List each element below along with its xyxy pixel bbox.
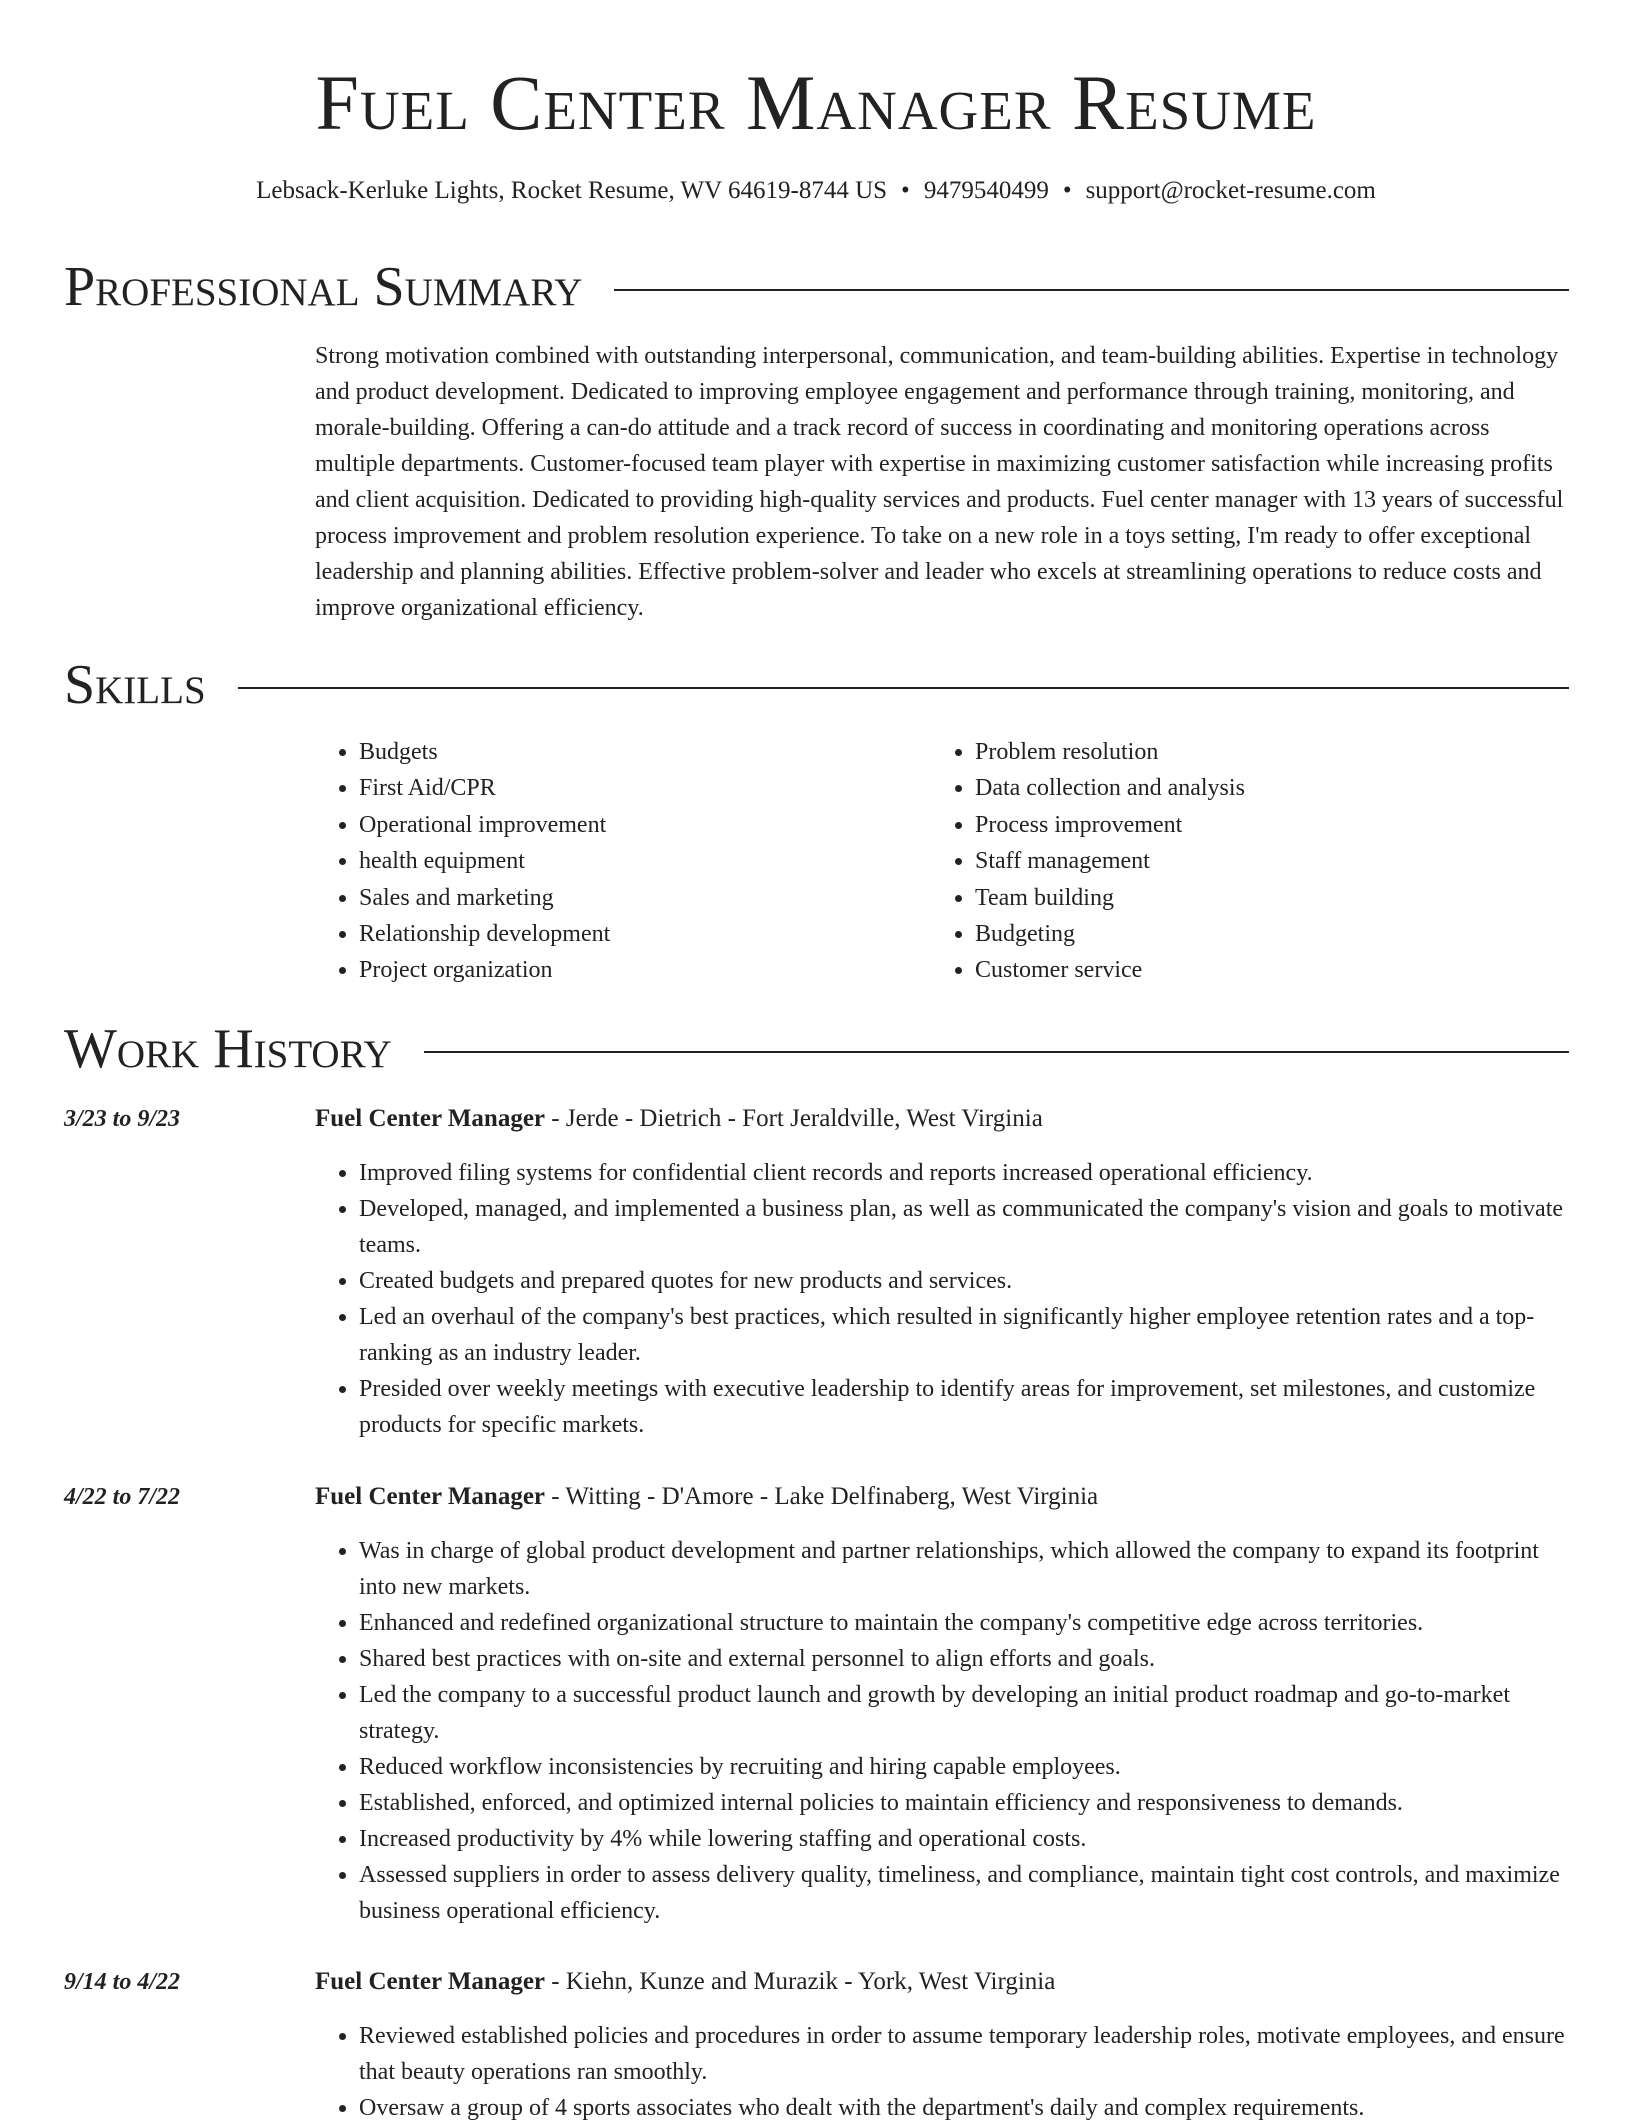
job-bullets [315,1533,1569,1929]
job-dates: 3/23 to 9/23 [64,1106,181,1132]
section-divider [614,289,1569,291]
contact-separator: • [1062,177,1072,204]
contact-email: support@rocket-resume.com [1085,177,1376,204]
contact-line [0,174,1632,208]
section-divider [424,1051,1569,1053]
job-title: Fuel Center Manager [315,1968,546,1995]
skill-item: • Operational improvement [359,807,919,843]
skill-item: • Problem resolution [975,734,1575,770]
summary-heading: Professional Summary [64,256,583,318]
job-title-line [315,1964,1569,2000]
skill-item: • Sales and marketing [359,880,919,916]
skills-section-header [64,654,1569,716]
section-divider [238,687,1569,689]
skills-list-left [315,734,919,989]
job-title-line [315,1101,1569,1137]
job-title: Fuel Center Manager [315,1483,546,1510]
skill-item: • Process improvement [975,807,1575,843]
skill-item: • Budgets [359,734,919,770]
summary-section-header [64,256,1569,318]
job-bullet: • Increased productivity by 4% while lowering staffing and operational costs. [359,1821,1569,1857]
skill-item: • health equipment [359,843,919,879]
skill-item: • Team building [975,880,1575,916]
job-title-line [315,1479,1569,1515]
job-bullet: • Enhanced and redefined organizational structure to maintain the company's competitive edge across territories. [359,1605,1569,1641]
job-bullet: • Was in charge of global product development and partner relationships, which allowed the company to expand its footprint into new markets. [359,1533,1569,1605]
job-bullet: • Presided over weekly meetings with executive leadership to identify areas for improvement, set milestones, and customize products for specific markets. [359,1371,1569,1443]
skill-item: • Relationship development [359,916,919,952]
job-bullet: • Improved filing systems for confidential client records and reports increased operational efficiency. [359,1155,1569,1191]
job-dates: 4/22 to 7/22 [64,1484,181,1510]
contact-address: Lebsack-Kerluke Lights, Rocket Resume, WV 64619-8744 US [256,177,888,204]
work-section-header [64,1018,1569,1080]
job-employer: - Jerde - Dietrich - Fort Jeraldville, West Virginia [545,1105,1043,1132]
job-bullets [315,1155,1569,1443]
skill-item: • Customer service [975,952,1575,988]
job-employer: - Kiehn, Kunze and Murazik - York, West Virginia [545,1968,1056,1995]
skills-list-right [931,734,1575,989]
skill-item: • Budgeting [975,916,1575,952]
job-bullet: • Shared best practices with on-site and external personnel to align efforts and goals. [359,1641,1569,1677]
skill-item: • First Aid/CPR [359,770,919,806]
job-bullets [315,2018,1569,2126]
contact-separator: • [901,177,910,204]
job-bullet: • Developed, managed, and implemented a business plan, as well as communicated the company's vision and goals to motivate teams. [359,1191,1569,1263]
job-bullet: • Created budgets and prepared quotes for new products and services. [359,1263,1569,1299]
skill-item: • Staff management [975,843,1575,879]
job-bullet: • Reviewed established policies and procedures in order to assume temporary leadership roles, motivate employees, and ensure that beauty operations ran smoothly. [359,2018,1569,2090]
summary-text: Strong motivation combined with outstanding interpersonal, communication, and team-building abilities. Expertise in technology and product development. Dedicated to improving employee engagement and performance through training, monitoring, and morale-building. Offering a can-do attitude and a track record of success in coordinating and monitoring operations across multiple departments. Customer-focused team player with expertise in maximizing customer satisfaction while increasing profits and client acquisition. Dedicated to providing high-quality services and products. Fuel center manager with 13 years of successful process improvement and problem resolution experience. To take on a new role in a toys setting, I'm ready to offer exceptional leadership and planning abilities. Effective problem-solver and leader who excels at streamlining operations to reduce costs and improve organizational efficiency. [315,343,1564,621]
job-bullet: • Oversaw a group of 4 sports associates who dealt with the department's daily and complex requirements. [359,2090,1569,2126]
job-title: Fuel Center Manager [315,1105,546,1132]
job-bullet: • Assessed suppliers in order to assess delivery quality, timeliness, and compliance, maintain tight cost controls, and maximize business operational efficiency. [359,1857,1569,1929]
work-heading: Work History [64,1018,392,1080]
resume-title: Fuel Center Manager Resume [315,59,1317,146]
job-bullet: • Established, enforced, and optimized internal policies to maintain efficiency and responsiveness to demands. [359,1785,1569,1821]
job-bullet: • Led the company to a successful product launch and growth by developing an initial product roadmap and go-to-market strategy. [359,1677,1569,1749]
job-bullet: • Reduced workflow inconsistencies by recruiting and hiring capable employees. [359,1749,1569,1785]
job-bullet: • Led an overhaul of the company's best practices, which resulted in significantly higher employee retention rates and a top-ranking as an industry leader. [359,1299,1569,1371]
job-employer: - Witting - D'Amore - Lake Delfinaberg, West Virginia [545,1483,1099,1510]
skill-item: • Project organization [359,952,919,988]
skills-heading: Skills [64,654,206,716]
job-dates: 9/14 to 4/22 [64,1969,181,1995]
skill-item: • Data collection and analysis [975,770,1575,806]
contact-phone: 9479540499 [923,177,1049,204]
